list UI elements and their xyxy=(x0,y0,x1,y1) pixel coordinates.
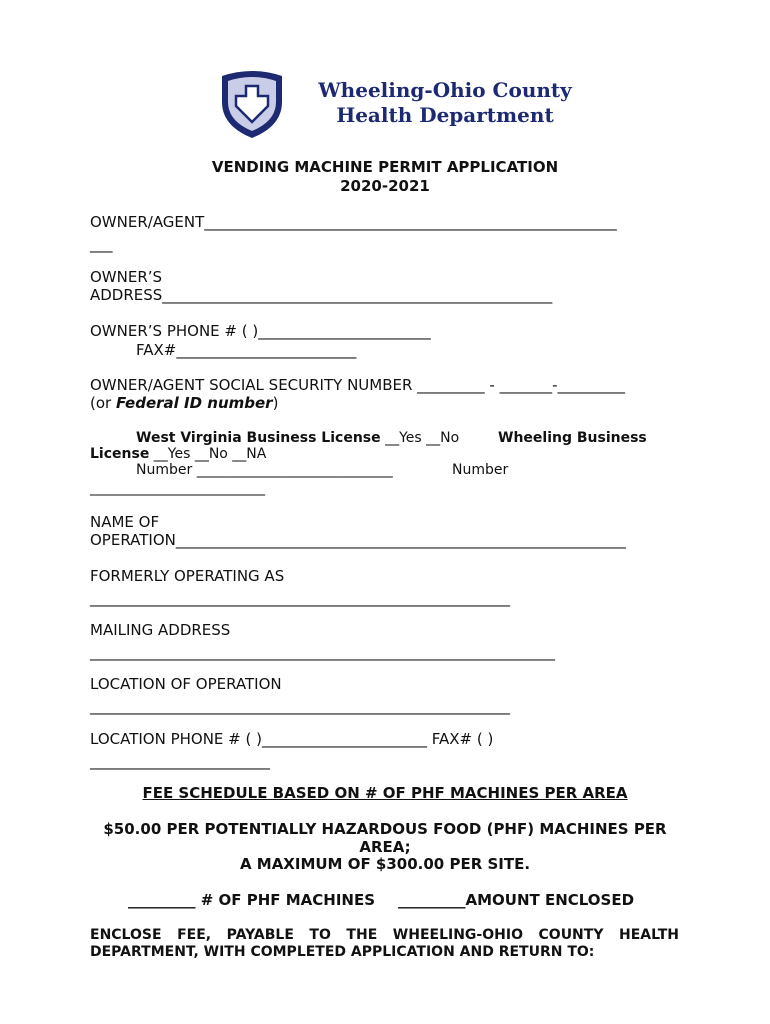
owners-phone-field[interactable]: OWNER’S PHONE # ( )_______________________ xyxy=(90,322,431,340)
wv-license-number-field[interactable]: Number ____________________________ xyxy=(136,462,393,478)
ssn-field[interactable]: OWNER/AGENT SOCIAL SECURITY NUMBER _________ - _______-_________ xyxy=(90,376,626,394)
wheeling-license-number-label: Number xyxy=(452,462,509,478)
mailing-address-field[interactable]: ______________________________________________________________ xyxy=(90,643,555,661)
owner-agent-field[interactable]: OWNER/AGENT_______________________________________________________ xyxy=(90,213,617,231)
wv-license-label: West Virginia Business License xyxy=(136,430,381,446)
location-phone-field[interactable]: LOCATION PHONE # ( )______________________ FAX# ( ) xyxy=(90,730,494,748)
phf-machines-field[interactable]: _________ # OF PHF MACHINES xyxy=(128,891,376,909)
wheeling-license-number-field[interactable]: _________________________ xyxy=(90,480,265,496)
enclose-instructions-line2: DEPARTMENT, WITH COMPLETED APPLICATION AND RETURN TO: xyxy=(90,944,595,960)
formerly-operating-field[interactable]: ________________________________________________________ xyxy=(90,589,510,607)
federal-id-suffix: ) xyxy=(272,394,279,412)
owner-agent-field-cont: ___ xyxy=(90,235,113,253)
fee-rate-line2: AREA; xyxy=(359,838,411,856)
owners-address-field[interactable]: ADDRESS____________________________________________________ xyxy=(90,286,553,304)
operation-name-field[interactable]: OPERATION____________________________________________________________ xyxy=(90,531,626,549)
wheeling-license-label: Wheeling Business xyxy=(498,430,647,446)
enclose-instructions-line1: ENCLOSE FEE, PAYABLE TO THE WHEELING-OHIO COUNTY HEALTH xyxy=(90,927,679,943)
location-label: LOCATION OF OPERATION xyxy=(90,675,282,693)
amount-enclosed-field[interactable]: _________AMOUNT ENCLOSED xyxy=(398,891,635,909)
fee-rate-line3: A MAXIMUM OF $300.00 PER SITE. xyxy=(239,855,531,873)
health-department-logo xyxy=(216,68,288,140)
org-name-line1: Wheeling-Ohio County xyxy=(318,78,572,102)
owners-fax-field[interactable]: FAX#________________________ xyxy=(136,341,357,359)
federal-id-bold: Federal ID number xyxy=(115,394,273,412)
wv-license-row xyxy=(136,430,459,446)
location-field[interactable]: ________________________________________________________ xyxy=(90,697,510,715)
wheeling-license-label-cont: License xyxy=(90,446,150,462)
wheeling-license-row xyxy=(90,446,266,462)
federal-id-prefix: (or xyxy=(90,394,116,412)
operation-name-label: NAME OF xyxy=(90,513,160,531)
org-name-line2: Health Department xyxy=(336,103,554,127)
federal-id-note xyxy=(90,394,278,412)
mailing-address-label: MAILING ADDRESS xyxy=(90,621,231,639)
formerly-operating-label: FORMERLY OPERATING AS xyxy=(90,567,285,585)
page-year: 2020-2021 xyxy=(340,177,430,195)
wv-license-options[interactable]: __Yes __No xyxy=(380,430,460,446)
owners-address-label: OWNER’S xyxy=(90,268,163,286)
page-title: VENDING MACHINE PERMIT APPLICATION xyxy=(211,158,559,176)
org-name xyxy=(305,78,585,128)
wheeling-license-options[interactable]: __Yes __No __NA xyxy=(149,446,267,462)
location-phone-field-cont[interactable]: ________________________ xyxy=(90,752,270,770)
fee-rate-line1: $50.00 PER POTENTIALLY HAZARDOUS FOOD (PHF) MACHINES PER xyxy=(103,820,667,838)
fee-schedule-heading: FEE SCHEDULE BASED ON # OF PHF MACHINES PER AREA xyxy=(142,784,628,802)
